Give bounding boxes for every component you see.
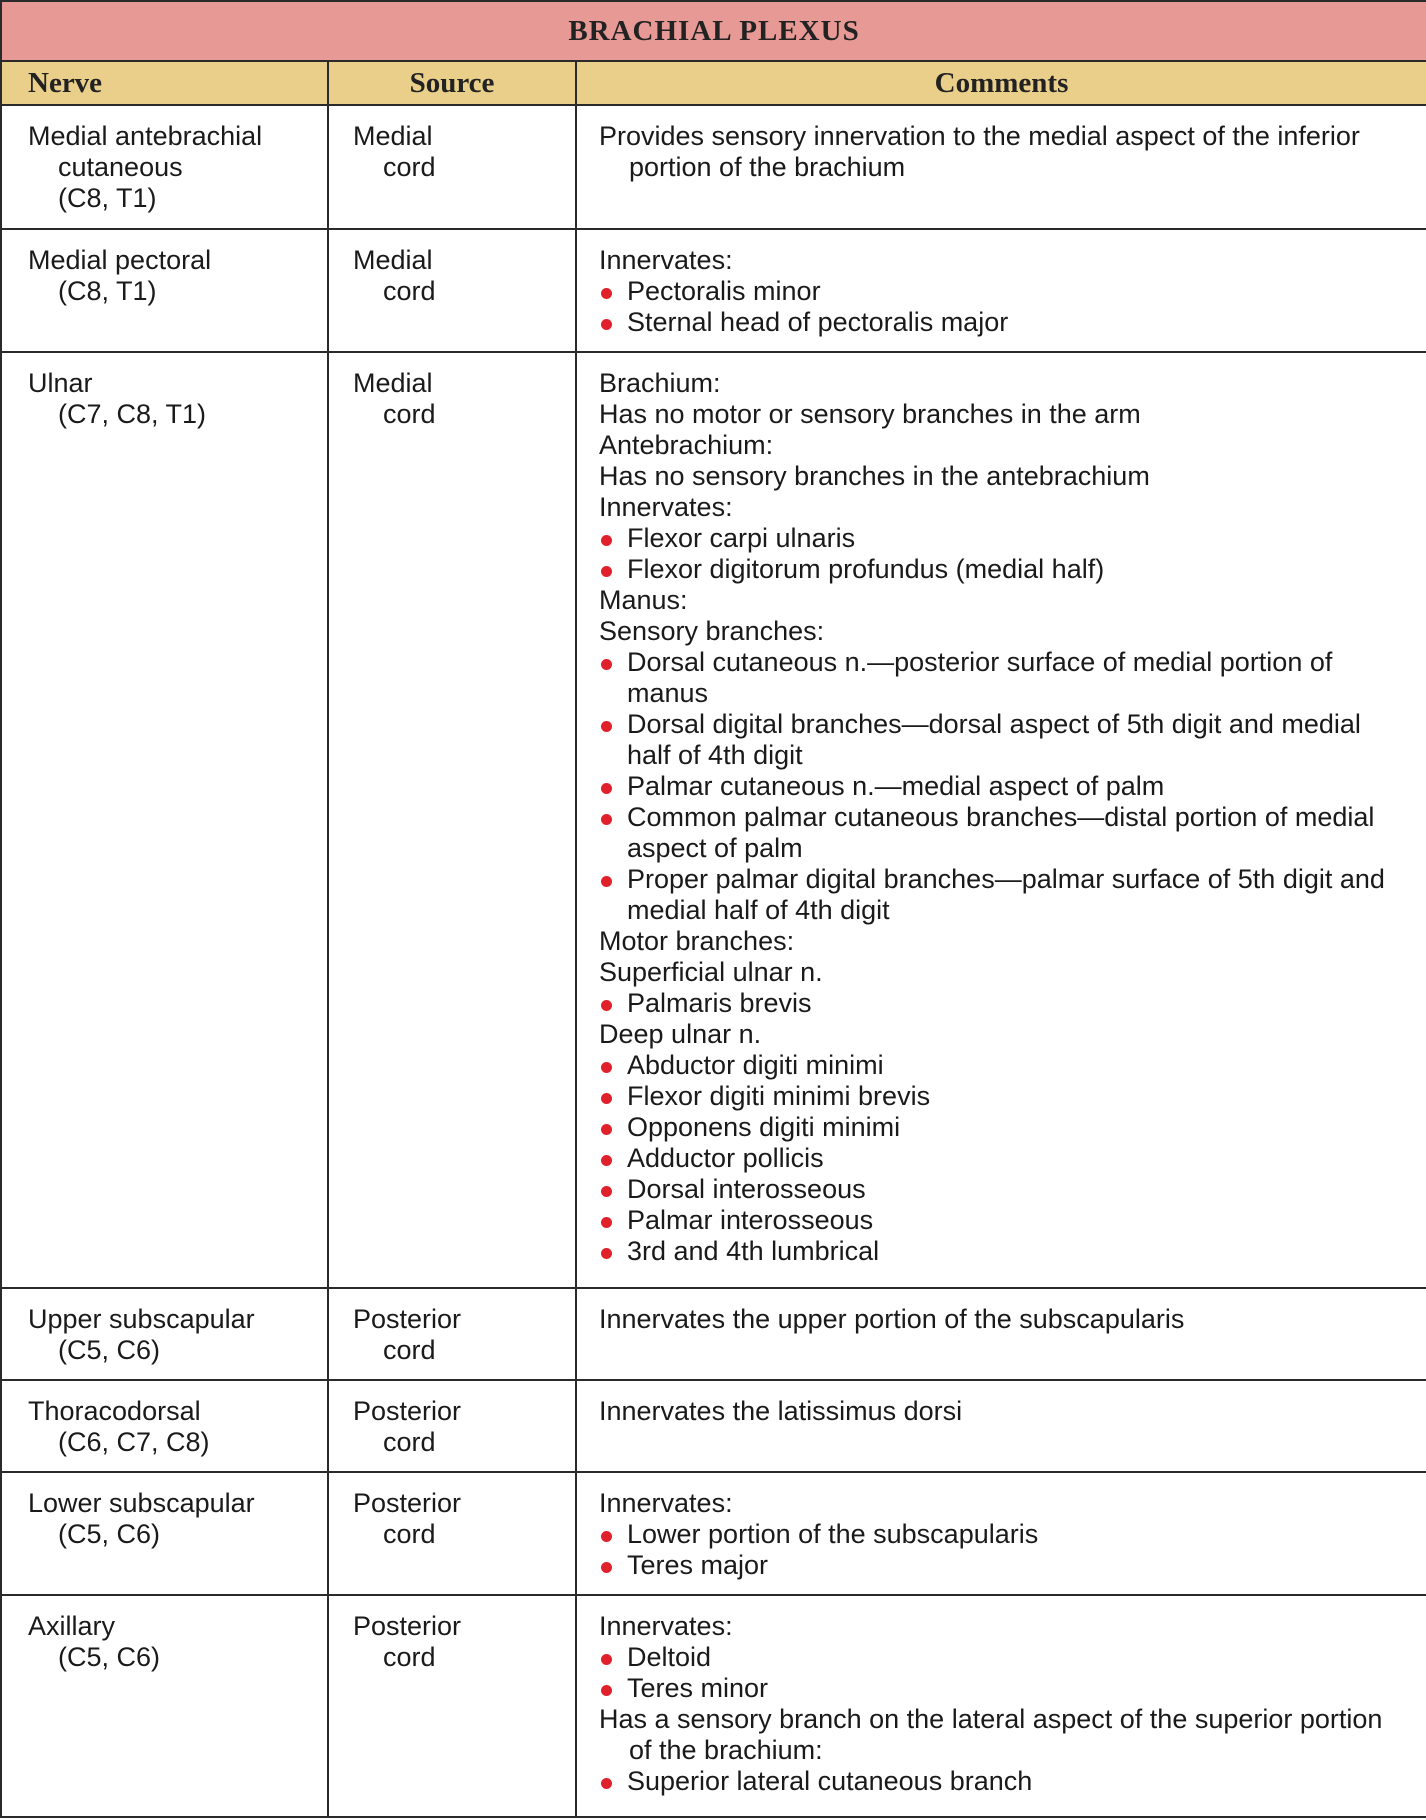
header-nerve: Nerve (1, 61, 328, 105)
table-row (1, 1472, 1426, 1595)
nerve-cell (1, 105, 328, 229)
comment-text: Deep ulnar n. (599, 1019, 762, 1049)
comment-bullet-item (599, 1205, 1406, 1236)
nerve-cell (1, 1380, 328, 1472)
comment-text: Innervates: (599, 245, 733, 275)
comment-bullet-text: Flexor digiti minimi brevis (627, 1081, 931, 1111)
comment-bullet-text: Adductor pollicis (627, 1143, 824, 1173)
source-cell (328, 1288, 576, 1380)
comment-text: Motor branches: (599, 926, 795, 956)
comment-bullet-text: Teres major (627, 1550, 769, 1580)
bullet-dot-icon (601, 1186, 612, 1197)
comment-text: Innervates: (599, 1488, 733, 1518)
source-cell (328, 229, 576, 352)
comment-bullet-text: Dorsal interosseous (627, 1174, 866, 1204)
nerve-line: (C6, C7, C8) (58, 1427, 210, 1457)
source-line: Posterior (353, 1611, 462, 1641)
comments-cell (576, 1380, 1426, 1472)
bullet-dot-icon (601, 1685, 612, 1696)
nerve-cell (1, 229, 328, 352)
table-title-row (1, 1, 1426, 61)
comment-bullet-text: Proper palmar digital branches—palmar surface of 5th digit and medial half of 4th digit (627, 864, 1385, 925)
bullet-dot-icon (601, 721, 612, 732)
comment-bullet-item (599, 647, 1406, 709)
comment-bullet-text: Flexor carpi ulnaris (627, 523, 856, 553)
nerve-line: Thoracodorsal (28, 1396, 201, 1426)
comment-bullet-item (599, 1050, 1406, 1081)
source-cell (328, 1595, 576, 1817)
comment-bullet-item (599, 1673, 1406, 1704)
comment-bullet-item (599, 307, 1406, 338)
comment-bullet-item (599, 771, 1406, 802)
comment-text: Provides sensory innervation to the medial aspect of the inferior portion of the brachium (599, 121, 1360, 182)
comment-bullet-text: Dorsal digital branches—dorsal aspect of 5th digit and medial half of 4th digit (627, 709, 1361, 770)
nerve-cell (1, 1595, 328, 1817)
bullet-dot-icon (601, 319, 612, 330)
comment-text: Innervates: (599, 1611, 733, 1641)
comment-text: Innervates the upper portion of the subscapularis (599, 1304, 1185, 1334)
table-row (1, 1288, 1426, 1380)
bullet-dot-icon (601, 288, 612, 299)
source-line: cord (383, 152, 436, 182)
comment-bullet-text: Pectoralis minor (627, 276, 821, 306)
bullet-dot-icon (601, 1062, 612, 1073)
source-line: cord (383, 1642, 436, 1672)
source-line: cord (383, 276, 436, 306)
comments-cell (576, 229, 1426, 352)
comment-bullet-text: Teres minor (627, 1673, 769, 1703)
nerve-line: Medial pectoral (28, 245, 212, 275)
nerve-line: Lower subscapular (28, 1488, 255, 1518)
bullet-dot-icon (601, 566, 612, 577)
comment-bullet-text: Palmar cutaneous n.—medial aspect of palm (627, 771, 1165, 801)
table-header-row (1, 61, 1426, 105)
comment-text: Innervates the latissimus dorsi (599, 1396, 963, 1426)
comments-cell (576, 352, 1426, 1288)
comment-text: Innervates: (599, 492, 733, 522)
comment-text: Has no sensory branches in the antebrachium (599, 461, 1150, 491)
comments-cell (576, 105, 1426, 229)
comment-text: Superficial ulnar n. (599, 957, 823, 987)
nerve-line: (C5, C6) (58, 1335, 161, 1365)
comment-bullet-text: Lower portion of the subscapularis (627, 1519, 1039, 1549)
nerve-line: (C8, T1) (58, 276, 157, 306)
table-row (1, 229, 1426, 352)
source-line: cord (383, 1519, 436, 1549)
source-line: cord (383, 399, 436, 429)
table-row (1, 105, 1426, 229)
nerve-line: (C5, C6) (58, 1519, 161, 1549)
header-source: Source (328, 61, 576, 105)
comment-text: Sensory branches: (599, 616, 825, 646)
nerve-line: (C8, T1) (58, 183, 157, 213)
comment-bullet-item (599, 1519, 1406, 1550)
source-line: Posterior (353, 1304, 462, 1334)
comment-bullet-item (599, 864, 1406, 926)
nerve-line: Medial antebrachial (28, 121, 263, 151)
source-cell (328, 352, 576, 1288)
nerve-line: Axillary (28, 1611, 116, 1641)
comment-bullet-item (599, 554, 1406, 585)
nerve-line: (C5, C6) (58, 1642, 161, 1672)
comment-text: Has no motor or sensory branches in the arm (599, 399, 1141, 429)
comment-bullet-text: Opponens digiti minimi (627, 1112, 901, 1142)
header-comments: Comments (576, 61, 1426, 105)
comment-bullet-item (599, 1766, 1406, 1797)
comment-bullet-item (599, 1174, 1406, 1205)
comments-cell (576, 1472, 1426, 1595)
comment-bullet-text: Abductor digiti minimi (627, 1050, 884, 1080)
comment-bullet-text: Flexor digitorum profundus (medial half) (627, 554, 1105, 584)
bullet-dot-icon (601, 814, 612, 825)
source-line: Medial (353, 245, 433, 275)
comment-bullet-item (599, 1642, 1406, 1673)
bullet-dot-icon (601, 783, 612, 794)
comments-cell (576, 1595, 1426, 1817)
comment-bullet-text: Dorsal cutaneous n.—posterior surface of medial portion of manus (627, 647, 1333, 708)
comment-bullet-item (599, 1081, 1406, 1112)
bullet-dot-icon (601, 1562, 612, 1573)
comment-bullet-item (599, 276, 1406, 307)
comment-text: Manus: (599, 585, 688, 615)
table-row (1, 352, 1426, 1288)
comment-bullet-item (599, 523, 1406, 554)
nerve-cell (1, 1472, 328, 1595)
nerve-cell (1, 352, 328, 1288)
comment-bullet-text: Common palmar cutaneous branches—distal portion of medial aspect of palm (627, 802, 1375, 863)
table-title: BRACHIAL PLEXUS (1, 1, 1426, 61)
comment-text: Brachium: (599, 368, 721, 398)
bullet-dot-icon (601, 876, 612, 887)
bullet-dot-icon (601, 1155, 612, 1166)
comment-bullet-text: Sternal head of pectoralis major (627, 307, 1009, 337)
bullet-dot-icon (601, 1531, 612, 1542)
table-row (1, 1380, 1426, 1472)
bullet-dot-icon (601, 1000, 612, 1011)
comment-bullet-item (599, 709, 1406, 771)
source-line: cord (383, 1335, 436, 1365)
nerve-line: Ulnar (28, 368, 93, 398)
source-cell (328, 1472, 576, 1595)
comment-bullet-item (599, 1112, 1406, 1143)
comment-text: Has a sensory branch on the lateral aspect of the superior portion of the brachium: (599, 1704, 1383, 1765)
source-cell (328, 1380, 576, 1472)
nerve-line: Upper subscapular (28, 1304, 255, 1334)
comment-bullet-text: Deltoid (627, 1642, 712, 1672)
comments-cell (576, 1288, 1426, 1380)
bullet-dot-icon (601, 1654, 612, 1665)
comment-bullet-item (599, 802, 1406, 864)
bullet-dot-icon (601, 1093, 612, 1104)
comment-bullet-text: Palmaris brevis (627, 988, 812, 1018)
nerve-line: (C7, C8, T1) (58, 399, 207, 429)
nerve-cell (1, 1288, 328, 1380)
source-line: cord (383, 1427, 436, 1457)
source-line: Posterior (353, 1396, 462, 1426)
comment-bullet-text: Palmar interosseous (627, 1205, 874, 1235)
bullet-dot-icon (601, 1778, 612, 1789)
bullet-dot-icon (601, 659, 612, 670)
comment-bullet-item (599, 988, 1406, 1019)
comment-text: Antebrachium: (599, 430, 774, 460)
nerve-line: cutaneous (58, 152, 183, 182)
bullet-dot-icon (601, 1124, 612, 1135)
bullet-dot-icon (601, 535, 612, 546)
bullet-dot-icon (601, 1248, 612, 1259)
source-cell (328, 105, 576, 229)
bullet-dot-icon (601, 1217, 612, 1228)
table-row (1, 1595, 1426, 1817)
source-line: Medial (353, 368, 433, 398)
comment-bullet-item (599, 1143, 1406, 1174)
source-line: Medial (353, 121, 433, 151)
table-body (1, 105, 1426, 1817)
comment-bullet-item (599, 1236, 1406, 1267)
comment-bullet-item (599, 1550, 1406, 1581)
comment-bullet-text: Superior lateral cutaneous branch (627, 1766, 1033, 1796)
source-line: Posterior (353, 1488, 462, 1518)
comment-bullet-text: 3rd and 4th lumbrical (627, 1236, 880, 1266)
